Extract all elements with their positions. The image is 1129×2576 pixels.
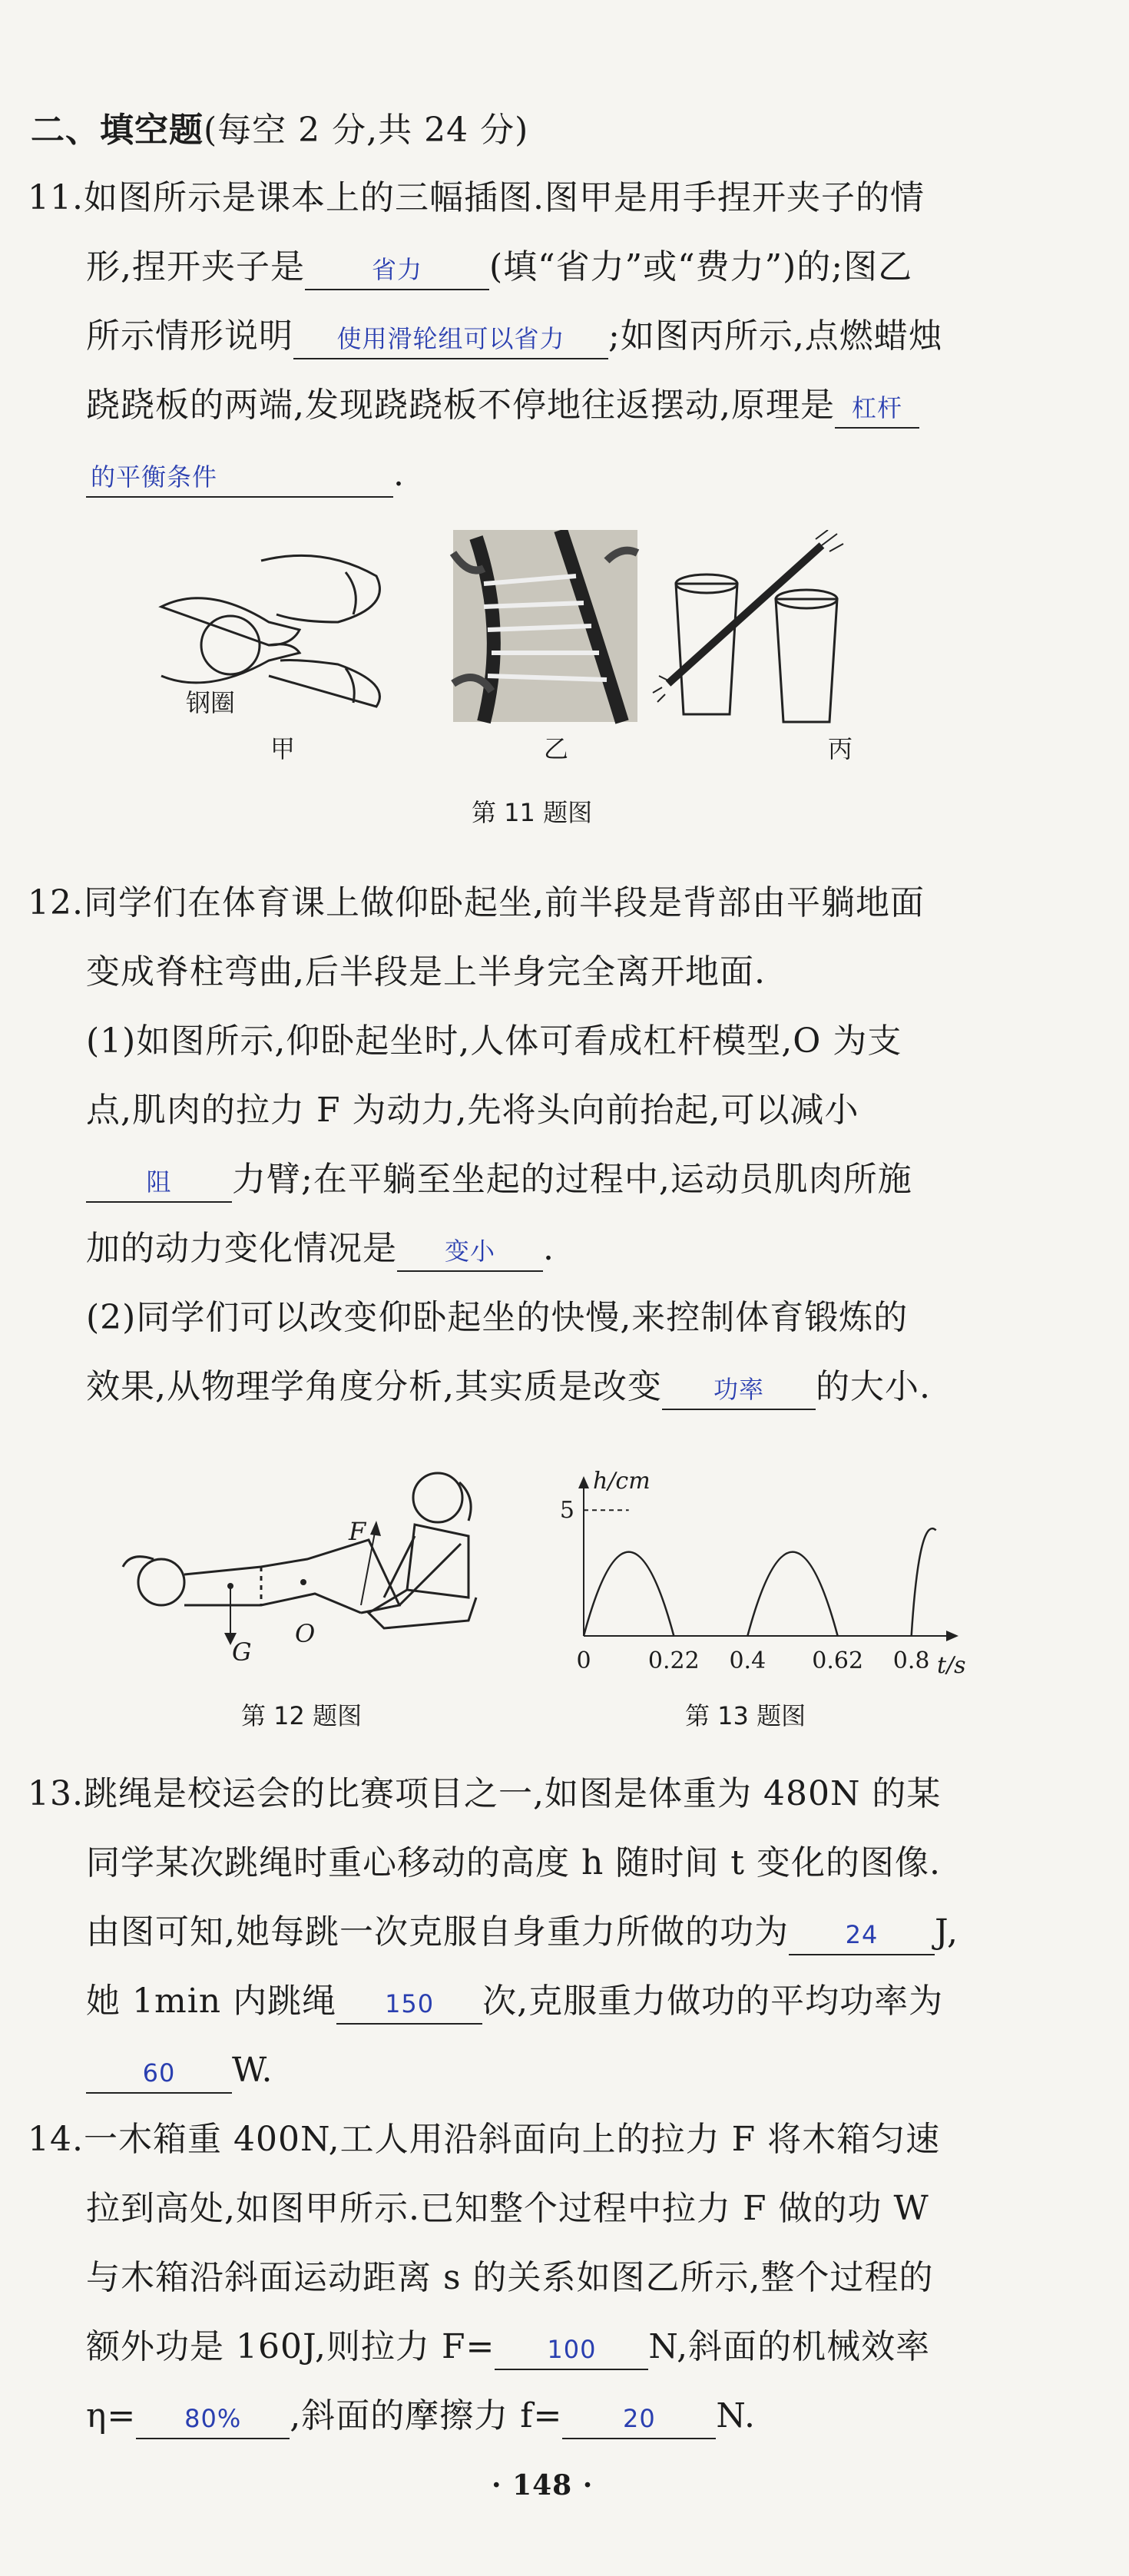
q12-label-O: O (295, 1619, 316, 1648)
q12-text-1: 同学们在体育课上做仰卧起坐,前半段是背部由平躺地面 (83, 883, 925, 922)
series-arc-1 (747, 1552, 837, 1636)
q14-text-1: 一木箱重 400N,工人用沿斜面向上的拉力 F 将木箱匀速 (83, 2120, 941, 2159)
q12-part1-text-4b: . (543, 1229, 555, 1268)
q13-line-2 (86, 1840, 941, 1886)
q13-figure-caption: 第 13 题图 (685, 1701, 806, 1730)
q13-number: 13. (28, 1774, 84, 1813)
chart-xlabel: t/s (937, 1652, 966, 1674)
q12-figure-caption: 第 12 题图 (241, 1701, 363, 1730)
q12-line-6 (86, 1226, 555, 1272)
q12-line-2 (86, 949, 766, 995)
pulley-rope-illustration (453, 530, 637, 722)
q14-answer-2[interactable]: 80% (136, 2399, 290, 2439)
q11-line-4 (86, 382, 919, 429)
q12-label-G: G (232, 1637, 252, 1667)
q12-part2-text-2b: 的大小. (815, 1367, 931, 1406)
q13-text-2: 同学某次跳绳时重心移动的高度 h 随时间 t 变化的图像. (86, 1843, 941, 1882)
q14-answer-1[interactable]: 100 (495, 2330, 648, 2370)
q12-part2-text-1: (2)同学们可以改变仰卧起坐的快慢,来控制体育锻炼的 (86, 1298, 909, 1337)
q12-part1-text-1: (1)如图所示,仰卧起坐时,人体可看成杠杆模型,O 为支 (86, 1021, 902, 1061)
q13-text-4b: 次,克服重力做功的平均功率为 (482, 1982, 944, 2021)
q11-text-1: 如图所示是课本上的三幅插图.图甲是用手捏开夹子的情 (83, 178, 925, 217)
q14-text-2: 拉到高处,如图甲所示.已知整个过程中拉力 F 做的功 W (86, 2189, 929, 2228)
q11-answer-3a[interactable]: 杠杆 (835, 389, 919, 429)
x-tick-2: 0.4 (729, 1647, 766, 1674)
helper-head (413, 1473, 462, 1522)
q12-text-2: 变成脊柱弯曲,后半段是上半身完全离开地面. (86, 952, 766, 992)
q11-label-jia: 甲 (270, 734, 296, 763)
q11-answer-1[interactable]: 省力 (305, 250, 489, 290)
section-note: (每空 2 分,共 24 分) (204, 111, 529, 150)
x-tick-0: 0 (576, 1647, 591, 1674)
q11-line-5 (86, 452, 405, 498)
q12-line-1 (28, 880, 925, 926)
q13-line-3 (86, 1909, 958, 1955)
q13-line-4 (86, 1978, 943, 2025)
q13-line-5 (86, 2048, 273, 2094)
q14-line-5 (86, 2393, 756, 2439)
section-heading (31, 108, 528, 154)
q11-label-bing: 丙 (828, 734, 853, 763)
q14-text-3: 与木箱沿斜面运动距离 s 的关系如图乙所示,整个过程的 (86, 2258, 934, 2297)
q14-line-2 (86, 2186, 929, 2232)
chart-ticks (560, 1497, 930, 1674)
q11-line-3 (86, 313, 943, 359)
q14-text-5b: ,斜面的摩擦力 f= (290, 2396, 563, 2435)
q13-answer-3[interactable]: 60 (86, 2054, 232, 2094)
q11-label-yi: 乙 (544, 734, 569, 763)
q13-text-3b: J, (935, 1912, 959, 1952)
q11-text-3a: 所示情形说明 (86, 316, 293, 356)
q12-answer-1[interactable]: 阻 (86, 1163, 232, 1203)
q12-part1-text-4a: 加的动力变化情况是 (86, 1229, 397, 1268)
q14-text-5c: N. (716, 2396, 757, 2435)
q12-label-F: F (349, 1517, 366, 1546)
chart-series (584, 1528, 936, 1636)
q13-text-5: W. (232, 2051, 273, 2090)
person-head (138, 1559, 184, 1605)
q11-line-2 (86, 244, 912, 290)
x-tick-3: 0.62 (812, 1647, 864, 1674)
x-tick-1: 0.22 (647, 1647, 700, 1674)
q11-figure (146, 530, 853, 737)
page-number: · 148 · (492, 2469, 594, 2502)
q12-number: 12. (28, 883, 84, 922)
q11-line-1 (28, 175, 925, 221)
candle-seesaw-illustration (653, 530, 843, 722)
q14-text-5a: η= (86, 2396, 137, 2435)
q11-text-4a: 跷跷板的两端,发现跷跷板不停地往返摆动,原理是 (86, 386, 835, 425)
x-axis-arrow (946, 1631, 958, 1641)
q13-text-3a: 由图可知,她每跳一次克服自身重力所做的功为 (86, 1912, 789, 1952)
q11-answer-3b[interactable]: 的平衡条件 (86, 458, 393, 498)
q11-text-2b: (填“省力”或“费力”)的;图乙 (489, 247, 913, 286)
q11-text-3b: ;如图丙所示,点燃蜡烛 (608, 316, 943, 356)
y-tick-0: 5 (559, 1497, 574, 1525)
q11-figure-caption: 第 11 题图 (472, 798, 593, 827)
q14-line-3 (86, 2255, 934, 2301)
q12-answer-2[interactable]: 变小 (397, 1232, 543, 1272)
q13-answer-2[interactable]: 150 (336, 1985, 482, 2025)
x-tick-4: 0.8 (892, 1647, 930, 1674)
q14-text-4a: 额外功是 160J,则拉力 F= (86, 2327, 495, 2366)
q12-line-7 (86, 1295, 908, 1341)
q13-answer-1[interactable]: 24 (789, 1915, 935, 1955)
q14-text-4b: N,斜面的机械效率 (648, 2327, 931, 2366)
q12-answer-3[interactable]: 功率 (662, 1370, 816, 1410)
q12-line-4 (86, 1088, 859, 1134)
q12-part1-text-2: 点,肌肉的拉力 F 为动力,先将头向前抬起,可以减小 (86, 1091, 859, 1130)
q12-part2-text-2a: 效果,从物理学角度分析,其实质是改变 (86, 1367, 662, 1406)
q11-number: 11. (28, 178, 84, 217)
q14-line-4 (86, 2324, 930, 2370)
q12-line-5 (86, 1157, 912, 1203)
q14-line-1 (28, 2117, 940, 2163)
q13-text-1: 跳绳是校运会的比赛项目之一,如图是体重为 480N 的某 (83, 1774, 942, 1813)
q13-chart (538, 1467, 968, 1674)
q11-answer-2[interactable]: 使用滑轮组可以省力 (293, 320, 608, 359)
q14-number: 14. (28, 2120, 84, 2159)
section-title: 二、填空题 (31, 111, 204, 150)
q11-period: . (393, 455, 405, 494)
q11-text-2a: 形,捏开夹子是 (86, 247, 305, 286)
q11-ring-label: 钢圈 (186, 688, 236, 717)
q13-line-1 (28, 1771, 941, 1817)
chart-ylabel: h/cm (593, 1468, 651, 1495)
q14-answer-3[interactable]: 20 (562, 2399, 716, 2439)
series-arc-0 (584, 1552, 674, 1636)
q12-line-3 (86, 1018, 902, 1065)
q12-part1-text-3: 力臂;在平躺至坐起的过程中,运动员肌肉所施 (232, 1160, 912, 1199)
series-arc-2 (912, 1528, 936, 1636)
q13-text-4a: 她 1min 内跳绳 (86, 1982, 337, 2021)
y-axis-arrow (578, 1476, 589, 1488)
q12-line-8 (86, 1364, 931, 1410)
